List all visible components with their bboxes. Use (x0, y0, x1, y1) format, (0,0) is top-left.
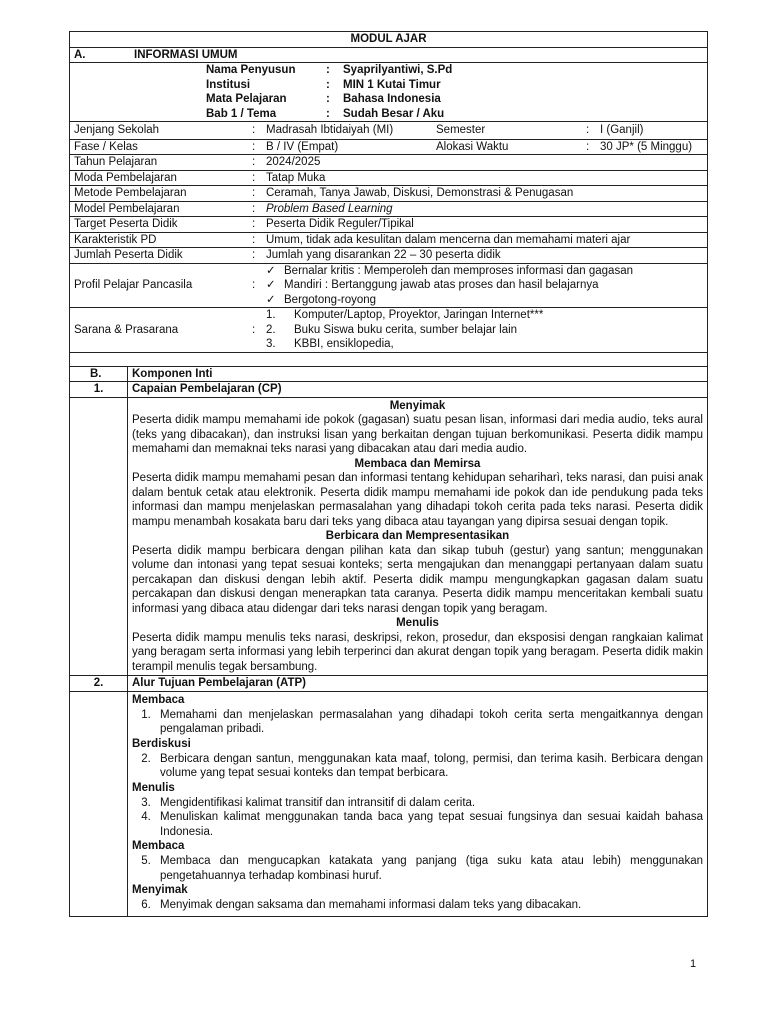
atp-item (132, 708, 703, 737)
section-b-letter: B. (70, 366, 128, 382)
colon: : (252, 124, 256, 136)
cp-block-text: Peserta didik mampu berbicara dengan pilihan kata dan sikap tubuh (gestur) yang santun; menggunakan volume dan intonasi yang tepat sesuai konteks; serta mengajukan dan menanggapi pertanyaan dalam suatu percakapan dan diskusi dengan lebih aktif. Peserta didik mampu mengungkapkan gagasan dalam suatu percakapan dan diskusi dengan menerapkan tata caranya. Peserta didik mampu menceritakan kembali suatu informasi yang dibaca atau didengar dari teks narasi dengan topik yang beragam. (132, 544, 703, 615)
profil-row (70, 263, 708, 308)
check-icon: ✓ (266, 264, 276, 277)
item-number: 4. (141, 811, 151, 823)
identity-block (70, 63, 708, 122)
jenjang-value: Madrasah Ibtidaiyah (MI) (266, 124, 394, 136)
atp-list (132, 898, 703, 913)
cp-title: Capaian Pembelajaran (CP) (128, 382, 708, 398)
cp-indent-cell (70, 397, 128, 676)
info-value: Problem Based Learning (266, 202, 393, 215)
profil-item-text: Bernalar kritis : Memperoleh dan memproses informasi dan gagasan (284, 264, 633, 277)
colon: : (252, 233, 256, 246)
document-title: MODUL AJAR (70, 32, 708, 48)
identity-row (206, 63, 707, 78)
section-a-heading (70, 47, 708, 63)
info-row (70, 155, 708, 171)
alokasi-value: 30 JP* (5 Minggu) (600, 140, 693, 153)
item-text: Buku Siswa buku cerita, sumber belajar lain (294, 323, 518, 336)
jenjang-row (70, 122, 708, 140)
check-icon: ✓ (266, 279, 276, 291)
profil-item (266, 278, 703, 293)
info-value: 2024/2025 (266, 156, 321, 168)
atp-list (132, 752, 703, 781)
colon: : (252, 202, 256, 215)
profil-item (266, 264, 703, 279)
item-text: KBBI, ensiklopedia, (294, 338, 394, 350)
atp-item (132, 854, 703, 883)
atp-number: 2. (70, 676, 128, 692)
cp-body (128, 397, 708, 676)
colon: : (252, 187, 256, 199)
profil-label: Profil Pelajar Pancasila (74, 279, 193, 291)
info-row (70, 201, 708, 217)
item-number: 3. (141, 796, 151, 809)
identity-value: Syaprilyantiwi, S.Pd (343, 64, 453, 76)
fase-value: B / IV (Empat) (266, 140, 339, 153)
cp-block-heading: Berbicara dan Mempresentasikan (325, 530, 510, 542)
spacer-row (70, 352, 708, 366)
colon: : (252, 323, 256, 336)
info-row (70, 232, 708, 248)
item-number: 1. (266, 309, 276, 321)
info-row (70, 248, 708, 264)
fase-label: Fase / Kelas (74, 140, 138, 153)
atp-indent-cell (70, 691, 128, 916)
info-label: Karakteristik PD (74, 233, 157, 246)
item-text: Mengidentifikasi kalimat transitif dan intransitif di dalam cerita. (160, 796, 476, 809)
info-label: Jumlah Peserta Didik (74, 249, 183, 261)
identity-label: Nama Penyusun (206, 64, 296, 76)
identity-row (206, 78, 707, 93)
cp-block-heading: Membaca dan Memirsa (354, 457, 481, 470)
atp-group-heading: Membaca (132, 693, 185, 706)
info-value: Ceramah, Tanya Jawab, Diskusi, Demonstrasi & Penugasan (266, 187, 574, 199)
identity-value: Sudah Besar / Aku (343, 107, 445, 120)
colon: : (586, 124, 590, 136)
atp-item (132, 898, 703, 913)
jenjang-label: Jenjang Sekolah (74, 124, 160, 136)
colon: : (326, 107, 330, 120)
alokasi-label: Alokasi Waktu (436, 140, 509, 153)
info-value: Tatap Muka (266, 171, 326, 184)
atp-item (132, 810, 703, 839)
document-page (69, 31, 707, 917)
cp-block-text: Peserta didik mampu menulis teks narasi, deskripsi, rekon, prosedur, dan eksposisi dengan rangkaian kalimat yang beragam serta informasi yang lebih terperinci dan akurat dengan topik yang beragam. Peserta didik makin terampil menulis tegak bersambung. (132, 631, 703, 673)
info-label: Tahun Pelajaran (74, 156, 158, 168)
atp-list (132, 708, 703, 737)
identity-label: Bab 1 / Tema (206, 107, 277, 120)
atp-item (132, 796, 703, 811)
info-label: Moda Pembelajaran (74, 171, 177, 184)
sarana-list (266, 308, 703, 352)
modul-table (69, 31, 708, 917)
fase-row (70, 139, 708, 155)
semester-value: I (Ganjil) (600, 124, 644, 136)
item-number: 2. (266, 323, 276, 336)
info-label: Model Pembelajaran (74, 202, 180, 215)
cp-block-heading: Menyimak (389, 399, 446, 412)
info-row (70, 170, 708, 186)
info-row (70, 186, 708, 202)
colon: : (252, 218, 256, 230)
section-b-title: Komponen Inti (128, 366, 708, 382)
colon: : (252, 249, 256, 261)
item-text: Menuliskan kalimat menggunakan tanda baca yang tepat sesuai fungsinya dan sesuai kaidah bahasa Indonesia. (160, 811, 703, 838)
info-value: Umum, tidak ada kesulitan dalam mencerna dan memahami materi ajar (266, 233, 631, 246)
info-row (70, 217, 708, 233)
atp-group-heading: Menyimak (132, 884, 188, 896)
item-number: 2. (141, 752, 151, 765)
colon: : (326, 93, 330, 105)
cp-number: 1. (70, 382, 128, 398)
profil-item (266, 293, 703, 308)
colon: : (252, 156, 256, 168)
info-label: Metode Pembelajaran (74, 187, 187, 199)
profil-item-text: Mandiri : Bertanggung jawab atas proses dan hasil belajarnya (284, 279, 599, 291)
sarana-item (266, 308, 703, 323)
colon: : (252, 140, 256, 153)
atp-group-heading: Menulis (132, 781, 175, 794)
info-label: Target Peserta Didik (74, 218, 178, 230)
identity-value: Bahasa Indonesia (343, 93, 441, 105)
item-text: Menyimak dengan saksama dan memahami informasi dalam teks yang dibacakan. (160, 899, 582, 911)
item-text: Membaca dan mengucapkan katakata yang panjang (tiga suku kata atau lebih) menggunakan pengetahuannya terhadap kombinasi huruf. (160, 855, 703, 882)
atp-group-heading: Membaca (132, 840, 185, 852)
atp-group-heading: Berdiskusi (132, 737, 191, 750)
atp-list (132, 796, 703, 840)
sarana-item (266, 337, 703, 352)
item-text: Memahami dan menjelaskan permasalahan yang dihadapi tokoh cerita serta mengaitkannya dengan pengalaman pribadi. (160, 708, 703, 735)
colon: : (252, 171, 256, 184)
semester-label: Semester (436, 124, 486, 136)
cp-block-text: Peserta didik mampu memahami pesan dan informasi tentang kehidupan sehariharì, teks narasi, dan puisi anak dalam bentuk cetak atau elektronik. Peserta didik mampu memahami ide pokok dan ide pendukung pada teks informasi dan mampu menjelaskan permasalahan yang dihadapi tokoh cerita pada teks narasi. Peserta didik mampu menambah kosakata baru dari teks yang dibaca atau tayangan yang dipirsa sesuai dengan topik. (132, 472, 703, 528)
sarana-label: Sarana & Prasarana (74, 323, 179, 336)
atp-list (132, 854, 703, 883)
section-a-title: INFORMASI UMUM (134, 48, 238, 61)
sarana-row (70, 308, 708, 353)
page-number: 1 (690, 958, 697, 970)
cp-block-heading: Menulis (396, 617, 439, 629)
identity-label: Mata Pelajaran (206, 93, 287, 105)
info-value: Peserta Didik Reguler/Tipikal (266, 218, 414, 230)
identity-row (206, 107, 707, 122)
atp-body (128, 691, 708, 916)
identity-value: MIN 1 Kutai Timur (343, 78, 441, 91)
colon: : (252, 279, 256, 291)
item-number: 3. (266, 338, 276, 350)
item-text: Komputer/Laptop, Proyektor, Jaringan Internet*** (294, 309, 544, 321)
atp-title: Alur Tujuan Pembelajaran (ATP) (128, 676, 708, 692)
section-a-letter: A. (74, 48, 86, 61)
profil-list (266, 264, 703, 308)
profil-item-text: Bergotong-royong (284, 293, 377, 306)
atp-item (132, 752, 703, 781)
sarana-item (266, 323, 703, 338)
colon: : (586, 140, 590, 153)
cp-block-text: Peserta didik mampu memahami ide pokok (gagasan) suatu pesan lisan, informasi dari media audio, teks aural (teks yang dibacakan), dan instruksi lisan yang berkaitan dengan tujuan berkomunikasi. Peserta didik mampu memahami dan memaknai teks narasi yang dibacakan atau dari media audio. (132, 414, 703, 455)
colon: : (326, 64, 330, 76)
identity-label: Institusi (206, 78, 251, 91)
identity-row (206, 92, 707, 107)
info-value: Jumlah yang disarankan 22 – 30 peserta didik (266, 249, 501, 261)
item-text: Berbicara dengan santun, menggunakan kata maaf, tolong, permisi, dan terima kasih. Berbicara dengan volume yang tepat sesuai konteks dan tempat berbicara. (160, 752, 703, 779)
item-number: 5. (141, 855, 151, 867)
colon: : (326, 78, 330, 91)
item-number: 1. (141, 708, 151, 721)
check-icon: ✓ (266, 293, 276, 306)
item-number: 6. (141, 899, 151, 911)
